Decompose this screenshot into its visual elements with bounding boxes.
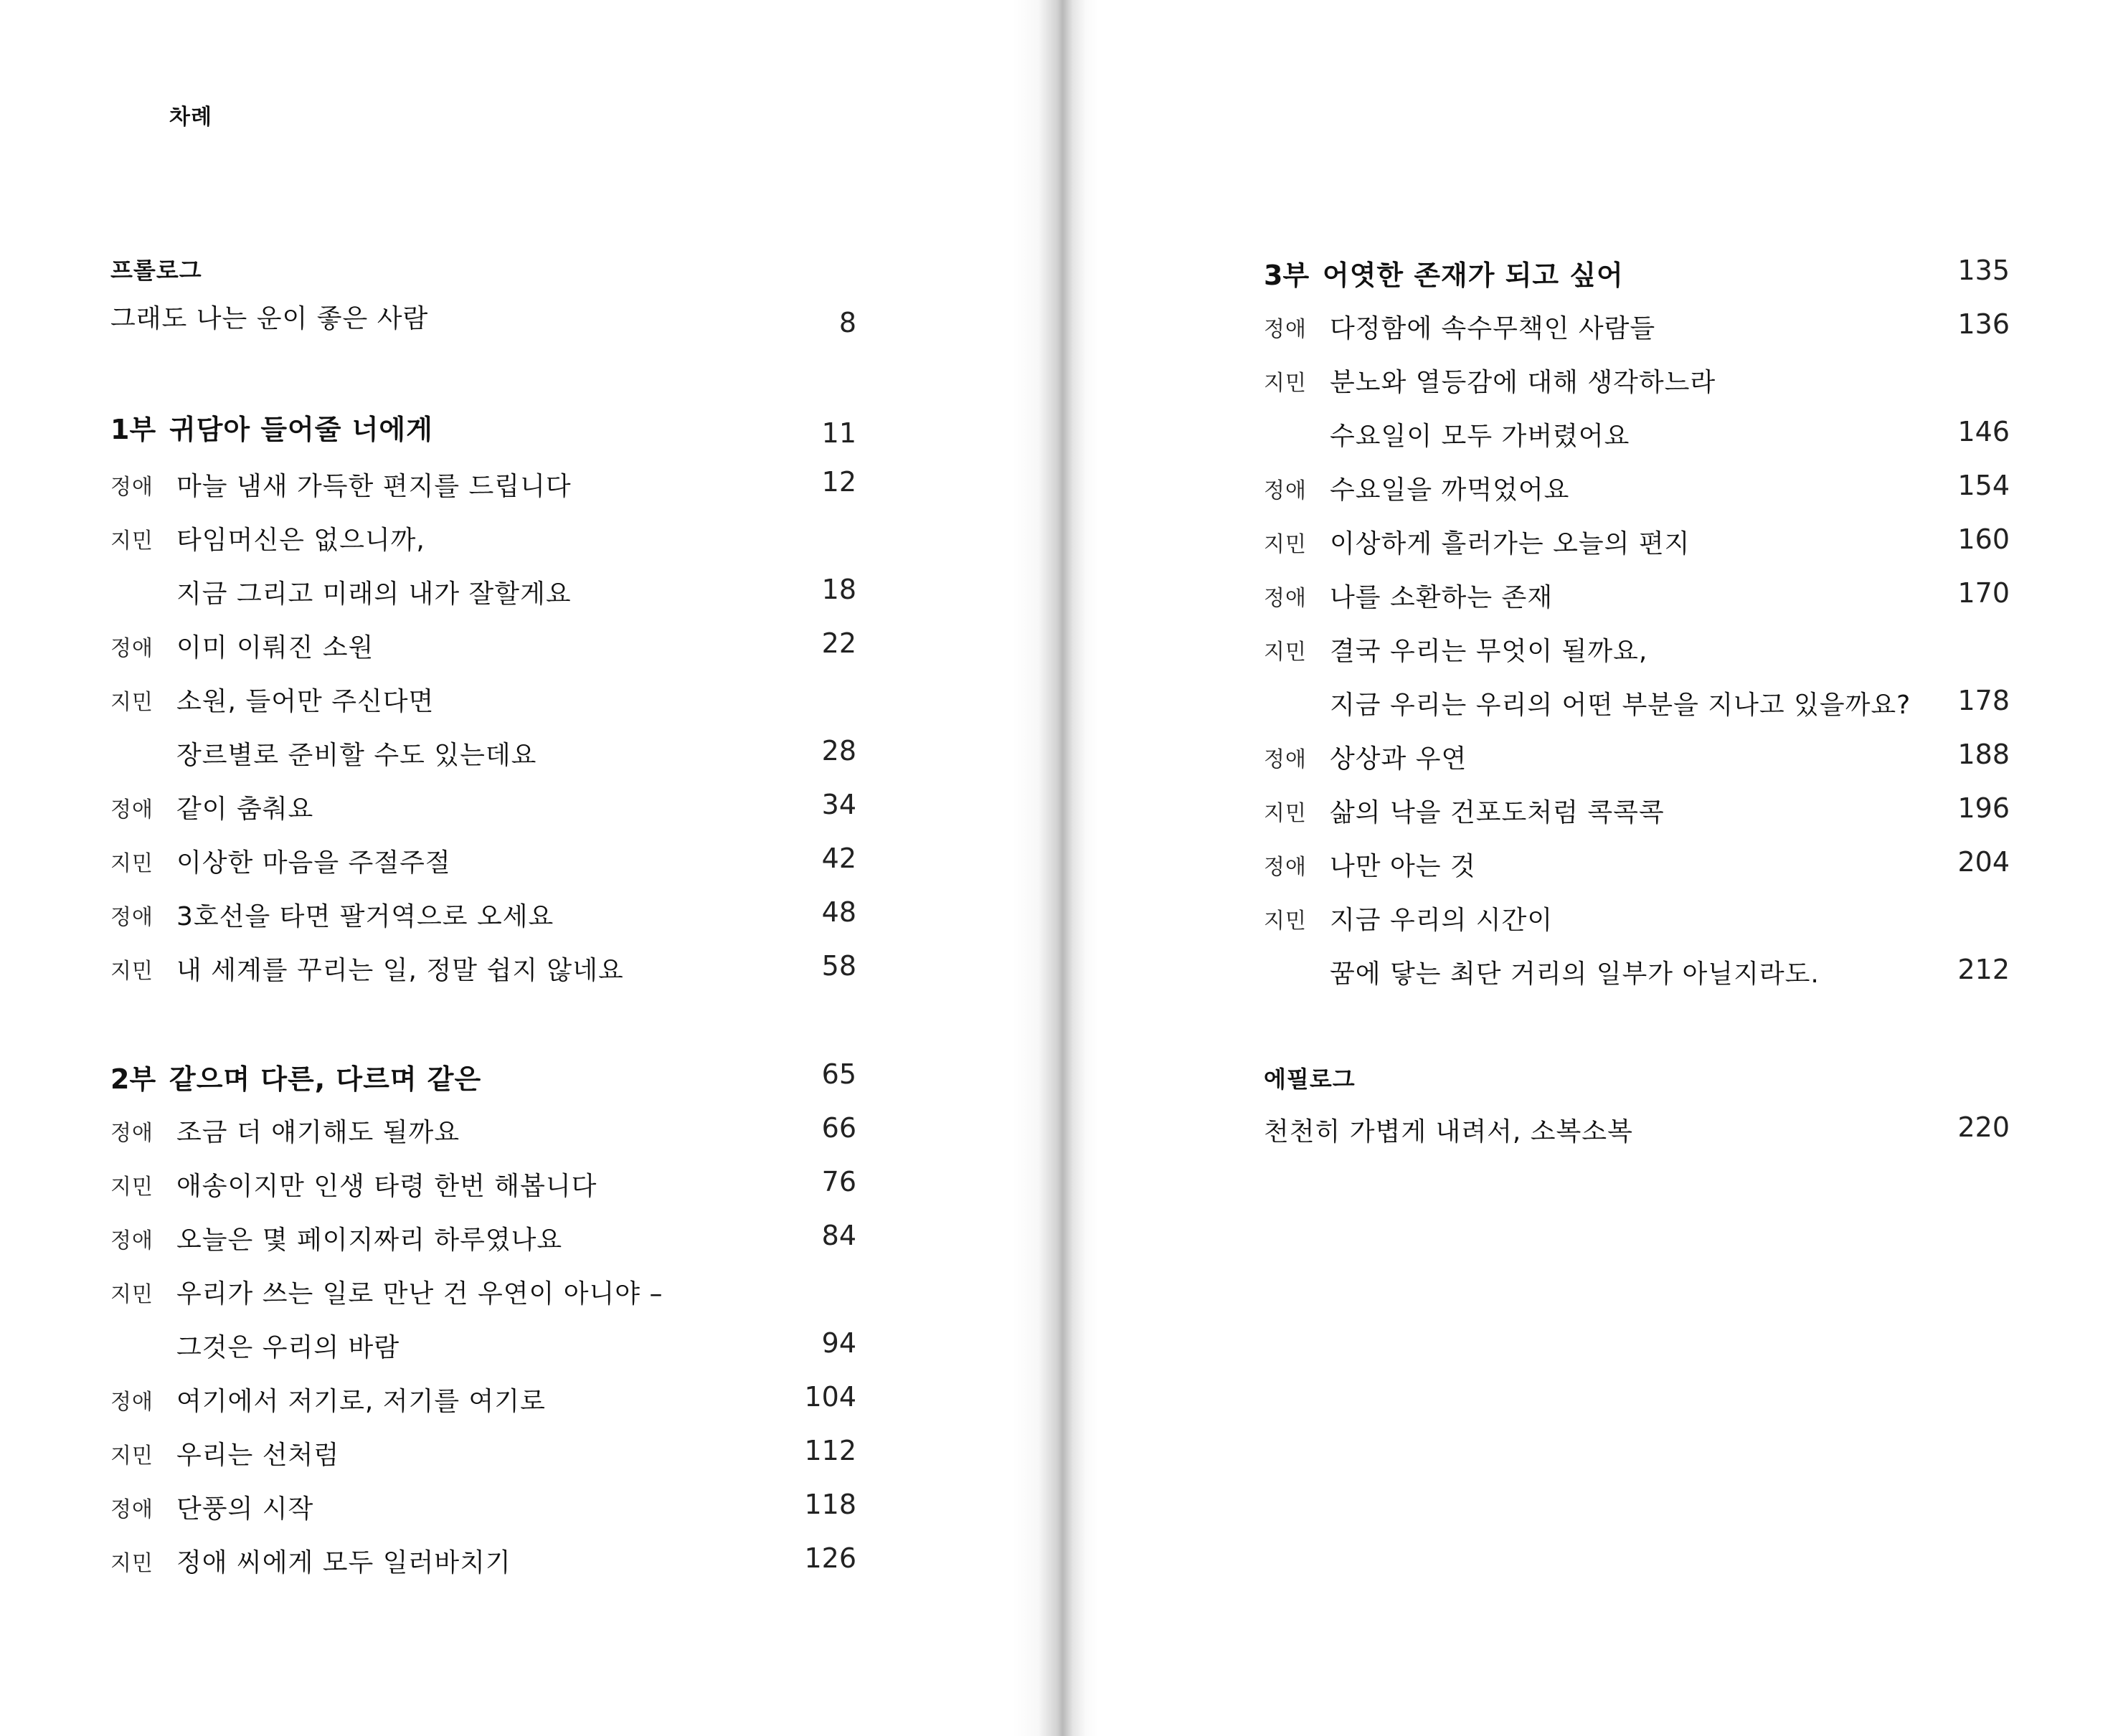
toc-entry — [110, 943, 856, 986]
toc-entry — [110, 513, 856, 556]
entry-title: 장르별로 준비할 수도 있는데요 — [176, 741, 537, 770]
entry-page: 126 — [804, 1542, 856, 1574]
page-title: 차례 — [169, 105, 212, 130]
author-tag: 지민 — [1264, 909, 1307, 934]
toc-entry — [1264, 516, 2010, 559]
toc-entry — [110, 1213, 856, 1256]
toc-entry — [110, 674, 856, 717]
part-heading-3 — [1264, 247, 2010, 290]
entry-title: 상상과 우연 — [1330, 744, 1467, 774]
toc-entry — [1264, 570, 2010, 613]
toc-entry-epilogue — [1264, 1104, 2010, 1147]
entry-page: 220 — [1957, 1111, 2010, 1143]
author-tag: 정애 — [1264, 317, 1307, 342]
author-tag: 지민 — [1264, 532, 1307, 557]
entry-title: 정애 씨에게 모두 일러바치기 — [176, 1548, 511, 1578]
author-tag: 지민 — [110, 1551, 153, 1576]
entry-page: 160 — [1957, 523, 2010, 555]
part-page: 135 — [1957, 255, 2010, 286]
entry-title: 분노와 열등감에 대해 생각하느라 — [1330, 368, 1716, 397]
toc-entry — [110, 620, 856, 663]
entry-title: 다정함에 속수무책인 사람들 — [1330, 314, 1656, 343]
entry-title: 우리가 쓰는 일로 만난 건 우연이 아니야 – — [176, 1279, 663, 1309]
toc-entry — [1264, 624, 2010, 667]
toc-entry — [110, 1374, 856, 1417]
entry-page: 22 — [821, 627, 856, 659]
entry-title: 결국 우리는 무엇이 될까요, — [1330, 637, 1648, 666]
author-tag: 정애 — [110, 475, 153, 500]
entry-title: 내 세계를 꾸리는 일, 정말 쉽지 않네요 — [176, 956, 624, 985]
entry-page: 146 — [1957, 416, 2010, 447]
entry-title: 소원, 들어만 주신다면 — [176, 687, 435, 716]
entry-title: 이미 이뤄진 소원 — [176, 633, 374, 663]
toc-entry — [110, 1159, 856, 1202]
part-label: 1부 — [110, 414, 156, 445]
prologue-heading: 프롤로그 — [110, 257, 202, 284]
entry-title: 그래도 나는 운이 좋은 사람 — [110, 304, 429, 333]
entry-title: 우리는 선처럼 — [176, 1441, 340, 1470]
left-page — [0, 0, 1026, 1736]
author-tag: 지민 — [110, 1282, 153, 1307]
entry-title: 3호선을 타면 팔거역으로 오세요 — [176, 902, 554, 931]
toc-entry — [1264, 463, 2010, 506]
entry-page: 66 — [821, 1112, 856, 1144]
entry-page: 76 — [821, 1166, 856, 1197]
entry-title: 이상하게 흘러가는 오늘의 편지 — [1330, 529, 1691, 559]
entry-title: 지금 우리는 우리의 어떤 부분을 지나고 있을까요? — [1330, 691, 1911, 720]
entry-page: 170 — [1957, 577, 2010, 609]
entry-page: 84 — [821, 1220, 856, 1251]
entry-title: 그것은 우리의 바람 — [176, 1333, 400, 1362]
entry-page: 212 — [1957, 954, 2010, 985]
entry-title: 꿈에 닿는 최단 거리의 일부가 아닐지라도. — [1330, 959, 1820, 989]
entry-page: 104 — [804, 1381, 856, 1413]
entry-title: 여기에서 저기로, 저기를 여기로 — [176, 1387, 546, 1416]
part-title: 같으며 다른, 다르며 같은 — [169, 1063, 482, 1095]
entry-title: 나만 아는 것 — [1330, 852, 1476, 881]
entry-title: 지금 그리고 미래의 내가 잘할게요 — [176, 579, 572, 609]
author-tag: 정애 — [110, 1121, 153, 1146]
toc-entry — [1264, 301, 2010, 344]
part-title: 귀담아 들어줄 너에게 — [169, 414, 433, 445]
author-tag: 지민 — [110, 528, 153, 554]
author-tag: 정애 — [110, 905, 153, 930]
right-page — [1059, 0, 2118, 1736]
part-label: 2부 — [110, 1063, 156, 1095]
entry-title: 마늘 냄새 가득한 편지를 드립니다 — [176, 472, 572, 501]
entry-title: 단풍의 시작 — [176, 1494, 314, 1524]
author-tag: 정애 — [110, 797, 153, 822]
entry-title: 삶의 낙을 건포도처럼 콕콕콕 — [1330, 798, 1665, 827]
author-tag: 지민 — [110, 690, 153, 715]
toc-entry — [1264, 785, 2010, 828]
entry-page: 178 — [1957, 685, 2010, 716]
entry-page: 12 — [821, 466, 856, 498]
epilogue-heading: 에필로그 — [1264, 1066, 1356, 1093]
author-tag: 정애 — [110, 1390, 153, 1415]
entry-page: 94 — [821, 1327, 856, 1359]
author-tag: 지민 — [110, 1175, 153, 1200]
toc-entry-prologue — [110, 291, 856, 338]
entry-title: 수요일이 모두 가버렸어요 — [1330, 422, 1630, 451]
toc-entry-continuation — [110, 566, 856, 610]
author-tag: 지민 — [110, 851, 153, 876]
entry-page: 8 — [838, 307, 856, 338]
entry-page: 196 — [1957, 792, 2010, 824]
page-gutter-shadow — [1013, 0, 1099, 1736]
toc-entry — [110, 889, 856, 932]
author-tag: 정애 — [1264, 586, 1307, 611]
toc-entry — [110, 835, 856, 878]
entry-page: 118 — [804, 1489, 856, 1520]
entry-title: 타임머신은 없으니까, — [176, 526, 425, 555]
entry-page: 42 — [821, 843, 856, 874]
author-tag: 지민 — [1264, 371, 1307, 396]
entry-title: 오늘은 몇 페이지짜리 하루였나요 — [176, 1225, 563, 1255]
entry-page: 154 — [1957, 470, 2010, 501]
toc-entry-continuation — [1264, 947, 2010, 990]
toc-entry — [1264, 839, 2010, 882]
entry-title: 나를 소환하는 존재 — [1330, 583, 1554, 612]
entry-page: 48 — [821, 896, 856, 928]
part-heading-1 — [110, 402, 856, 449]
toc-entry — [1264, 355, 2010, 398]
author-tag: 정애 — [110, 636, 153, 661]
entry-title: 수요일을 까먹었어요 — [1330, 475, 1570, 505]
toc-entry — [1264, 731, 2010, 774]
entry-title: 천천히 가볍게 내려서, 소복소복 — [1264, 1117, 1633, 1147]
entry-page: 18 — [821, 574, 856, 605]
part-heading-2 — [110, 1051, 856, 1094]
author-tag: 정애 — [1264, 855, 1307, 880]
entry-title: 조금 더 얘기해도 될까요 — [176, 1118, 460, 1147]
part-title: 어엿한 존재가 되고 싶어 — [1323, 260, 1624, 291]
toc-entry-continuation — [110, 728, 856, 771]
entry-title: 같이 춤춰요 — [176, 795, 314, 824]
entry-title: 이상한 마음을 주절주절 — [176, 848, 451, 878]
entry-page: 188 — [1957, 739, 2010, 770]
entry-title: 애송이지만 인생 타령 한번 해봅니다 — [176, 1172, 597, 1201]
author-tag: 지민 — [110, 959, 153, 984]
toc-entry — [110, 459, 856, 502]
part-label: 3부 — [1264, 260, 1310, 291]
part-page: 65 — [821, 1058, 856, 1090]
toc-entry — [110, 1428, 856, 1471]
toc-entry — [110, 1535, 856, 1578]
author-tag: 지민 — [1264, 640, 1307, 665]
toc-entry — [110, 782, 856, 825]
toc-entry-continuation — [1264, 409, 2010, 452]
toc-entry — [110, 1481, 856, 1524]
author-tag: 정애 — [110, 1228, 153, 1253]
entry-page: 28 — [821, 735, 856, 767]
part-page: 11 — [821, 417, 856, 449]
entry-title: 지금 우리의 시간이 — [1330, 906, 1554, 935]
author-tag: 지민 — [1264, 801, 1307, 826]
toc-entry-continuation — [110, 1320, 856, 1363]
entry-page: 34 — [821, 789, 856, 820]
toc-entry — [110, 1105, 856, 1148]
entry-page: 112 — [804, 1435, 856, 1466]
entry-page: 136 — [1957, 308, 2010, 340]
author-tag: 정애 — [1264, 478, 1307, 503]
toc-entry — [1264, 893, 2010, 936]
entry-page: 204 — [1957, 846, 2010, 878]
toc-entry — [110, 1266, 856, 1309]
author-tag: 정애 — [110, 1497, 153, 1522]
entry-page: 58 — [821, 950, 856, 982]
author-tag: 정애 — [1264, 747, 1307, 772]
author-tag: 지민 — [110, 1443, 153, 1469]
toc-entry-continuation — [1264, 678, 2010, 721]
